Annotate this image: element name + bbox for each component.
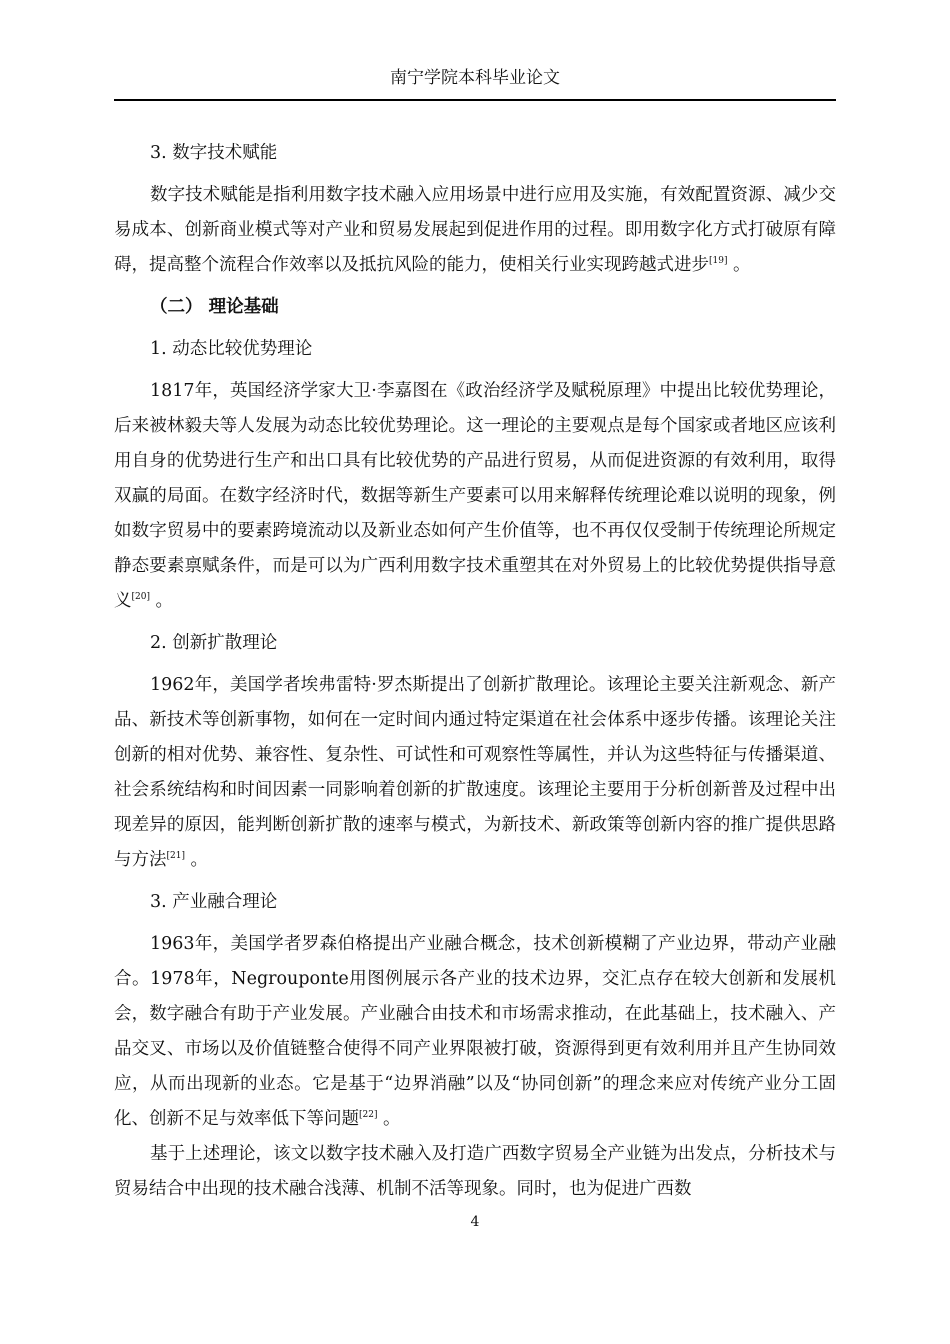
paragraph-text: 数字技术赋能是指利用数字技术融入应用场景中进行应用及实施，有效配置资源、减少交易成本、创新商业模式等对产业和贸易发展起到促进作用的过程。即用数字化方式打破原有障碍，提高整个流程合作效率以及抵抗风险的能力，使相关行业实现跨越式进步 <box>114 185 836 275</box>
citation-marker: [19] <box>709 256 728 267</box>
subsection-heading-innovation-diffusion: 2. 创新扩散理论 <box>150 633 278 653</box>
paragraph-tail: 。 <box>184 850 209 870</box>
paragraph-industrial-convergence <box>114 927 836 1137</box>
subsection-heading-industrial-convergence: 3. 产业融合理论 <box>150 892 278 912</box>
paragraph-comparative-advantage <box>114 374 836 619</box>
subsection-heading-comparative-advantage: 1. 动态比较优势理论 <box>150 339 313 359</box>
paragraph-summary: 基于上述理论，该文以数字技术融入及打造广西数字贸易全产业链为出发点，分析技术与贸易结合中出现的技术融合浅薄、机制不活等现象。同时，也为促进广西数 <box>114 1144 836 1199</box>
citation-marker: [21] <box>166 851 185 862</box>
paragraph-tail: 。 <box>377 1109 401 1129</box>
header-rule <box>114 99 836 101</box>
paragraph-tail: 。 <box>727 255 751 275</box>
citation-marker: [22] <box>359 1110 378 1121</box>
page-body <box>114 136 836 1207</box>
citation-marker: [20] <box>131 592 150 603</box>
paragraph-digital-empowerment <box>114 178 836 283</box>
paragraph-text: 1817年，英国经济学家大卫·李嘉图在《政治经济学及赋税原理》中提出比较优势理论，后来被林毅夫等人发展为动态比较优势理论。这一理论的主要观点是每个国家或者地区应该利用自身的优势进行生产和出口具有比较优势的产品进行贸易，从而促进资源的有效利用，取得双赢的局面。在数字经济时代，数据等新生产要素可以用来解释传统理论难以说明的现象，例如数字贸易中的要素跨境流动以及新业态如何产生价值等，也不再仅仅受制于传统理论所规定静态要素禀赋条件，而是可以为广西利用数字技术重塑其在对外贸易上的比较优势提供指导意义 <box>114 381 836 611</box>
paragraph-tail: 。 <box>149 591 174 611</box>
paragraph-innovation-diffusion <box>114 668 836 878</box>
subsection-heading-digital-empowerment: 3. 数字技术赋能 <box>150 143 278 163</box>
paragraph-text: 1963年，美国学者罗森伯格提出产业融合概念，技术创新模糊了产业边界，带动产业融合。1978年，Negrouponte用图例展示各产业的技术边界，交汇点存在较大创新和发展机会，数字融合有助于产业发展。产业融合由技术和市场需求推动，在此基础上，技术融入、产品交叉、市场以及价值链整合使得不同产业界限被打破，资源得到更有效利用并且产生协同效应，从而出现新的业态。它是基于“边界消融”以及“协同创新”的理念来应对传统产业分工固化、创新不足与效率低下等问题 <box>114 934 836 1129</box>
paragraph-text: 1962年，美国学者埃弗雷特·罗杰斯提出了创新扩散理论。该理论主要关注新观念、新产品、新技术等创新事物，如何在一定时间内通过特定渠道在社会体系中逐步传播。该理论关注创新的相对优势、兼容性、复杂性、可试性和可观察性等属性，并认为这些特征与传播渠道、社会系统结构和时间因素一同影响着创新的扩散速度。该理论主要用于分析创新普及过程中出现差异的原因，能判断创新扩散的速率与模式，为新技术、新政策等创新内容的推广提供思路与方法 <box>114 675 836 870</box>
page-number: 4 <box>470 1214 480 1230</box>
running-header: 南宁学院本科毕业论文 <box>390 68 560 88</box>
section-heading-theory-basis: （二） 理论基础 <box>150 297 279 317</box>
